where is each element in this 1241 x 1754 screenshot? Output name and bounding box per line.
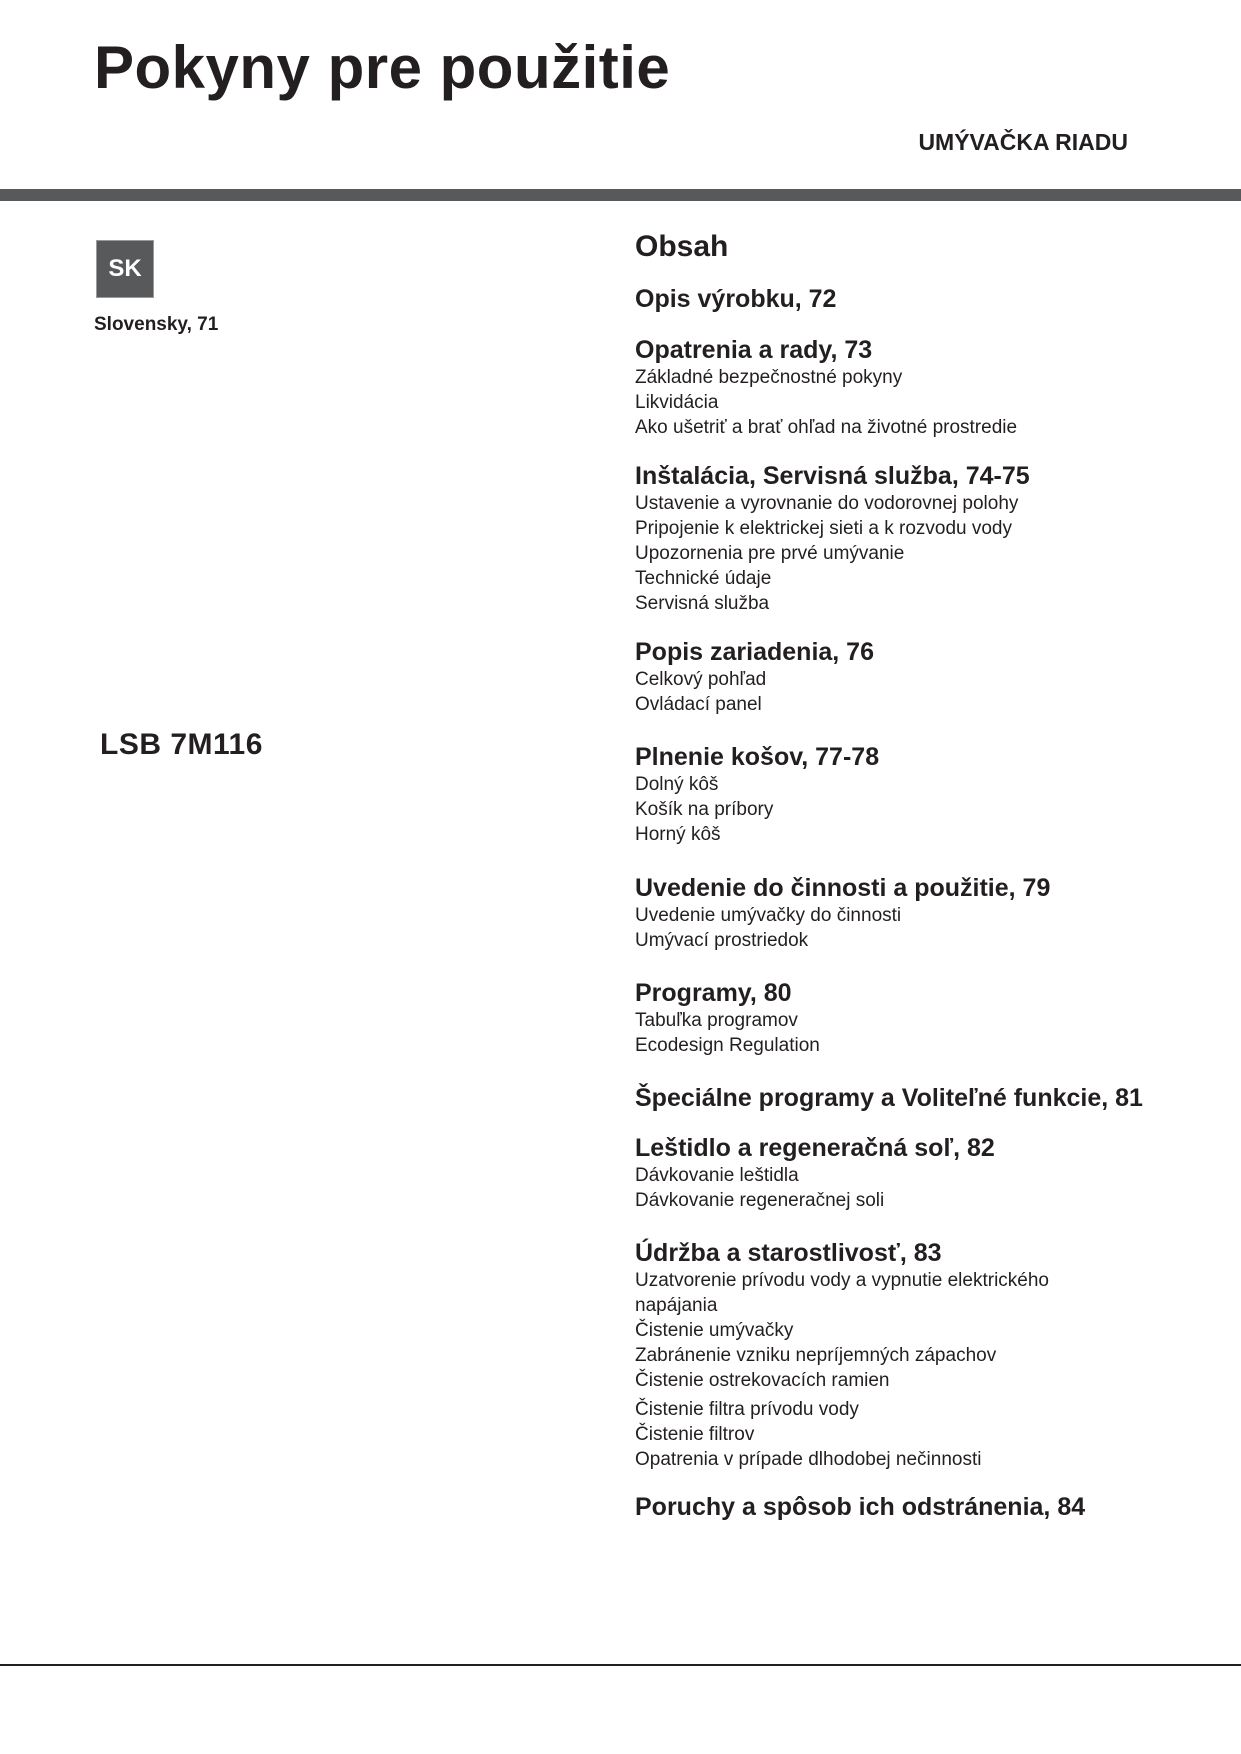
toc-section-lestidlo[interactable] [635, 1133, 1195, 1213]
toc-item[interactable]: Ovládací panel [635, 694, 762, 715]
toc-item[interactable]: Uzatvorenie prívodu vody a vypnutie elektrického napájania [635, 1270, 1050, 1316]
product-category: UMÝVAČKA RIADU [918, 129, 1128, 155]
toc-item[interactable]: Pripojenie k elektrickej sieti a k rozvodu vody [635, 518, 1013, 539]
bottom-divider [0, 1664, 1241, 1666]
toc-section-popis[interactable] [635, 637, 1195, 717]
toc-item[interactable]: Celkový pohľad [635, 669, 767, 690]
toc-item[interactable]: Upozornenia pre prvé umývanie [635, 543, 905, 564]
toc-section-poruchy[interactable] [635, 1492, 1195, 1522]
toc-heading[interactable]: Plnenie košov, 77-78 [635, 743, 880, 771]
toc-heading[interactable]: Leštidlo a regeneračná soľ, 82 [635, 1134, 995, 1162]
toc-heading[interactable]: Opis výrobku, 72 [635, 285, 837, 313]
toc-item[interactable]: Čistenie filtra prívodu vody [635, 1399, 859, 1420]
toc-item[interactable]: Čistenie filtrov [635, 1424, 755, 1445]
toc-item[interactable]: Košík na príbory [635, 799, 774, 820]
toc-item[interactable]: Dolný kôš [635, 774, 719, 795]
toc-item[interactable]: Servisná služba [635, 593, 770, 614]
toc-heading[interactable]: Inštalácia, Servisná služba, 74-75 [635, 462, 1030, 490]
toc-heading[interactable]: Opatrenia a rady, 73 [635, 336, 873, 364]
language-label[interactable]: Slovensky, 71 [94, 314, 219, 335]
toc-section-programy[interactable] [635, 978, 1195, 1058]
toc-title: Obsah [635, 230, 729, 263]
toc-item[interactable]: Ako ušetriť a brať ohľad na životné prostredie [635, 417, 1018, 438]
toc-section-specialne[interactable] [635, 1083, 1195, 1113]
toc-item[interactable]: Tabuľka programov [635, 1010, 798, 1031]
toc-item[interactable]: Ustavenie a vyrovnanie do vodorovnej polohy [635, 493, 1019, 514]
model-number: LSB 7M116 [100, 728, 263, 761]
toc-item[interactable]: Technické údaje [635, 568, 772, 589]
toc-heading[interactable]: Uvedenie do činnosti a použitie, 79 [635, 874, 1051, 902]
toc-item[interactable]: Základné bezpečnostné pokyny [635, 367, 903, 388]
language-badge: SK [96, 240, 154, 298]
page-title: Pokyny pre použitie [94, 34, 671, 101]
toc-item[interactable]: Dávkovanie regeneračnej soli [635, 1190, 885, 1211]
toc-item[interactable]: Dávkovanie leštidla [635, 1165, 799, 1186]
toc-heading[interactable]: Popis zariadenia, 76 [635, 638, 874, 666]
toc-item[interactable]: Horný kôš [635, 824, 721, 845]
toc-item[interactable]: Čistenie umývačky [635, 1320, 794, 1341]
toc-item[interactable]: Uvedenie umývačky do činnosti [635, 905, 902, 926]
toc-heading[interactable]: Špeciálne programy a Voliteľné funkcie, 81 [635, 1084, 1143, 1112]
toc-heading[interactable]: Programy, 80 [635, 979, 792, 1007]
toc-section-udrzba[interactable] [635, 1238, 1195, 1472]
toc-item[interactable]: Ecodesign Regulation [635, 1035, 820, 1056]
toc-section-plnenie[interactable] [635, 742, 1195, 847]
toc-item[interactable]: Umývací prostriedok [635, 930, 809, 951]
top-divider [0, 189, 1241, 201]
toc-section-opis[interactable] [635, 284, 1195, 314]
toc-heading[interactable]: Údržba a starostlivosť, 83 [635, 1239, 942, 1267]
toc-heading[interactable]: Poruchy a spôsob ich odstránenia, 84 [635, 1493, 1086, 1521]
toc-section-instalacia[interactable] [635, 461, 1195, 616]
toc-item[interactable]: Opatrenia v prípade dlhodobej nečinnosti [635, 1449, 982, 1470]
toc-item[interactable]: Čistenie ostrekovacích ramien [635, 1370, 890, 1391]
toc-section-uvedenie[interactable] [635, 873, 1195, 953]
toc-item[interactable]: Likvidácia [635, 392, 719, 413]
toc-item[interactable]: Zabránenie vzniku nepríjemných zápachov [635, 1345, 997, 1366]
toc-section-opatrenia[interactable] [635, 335, 1195, 440]
